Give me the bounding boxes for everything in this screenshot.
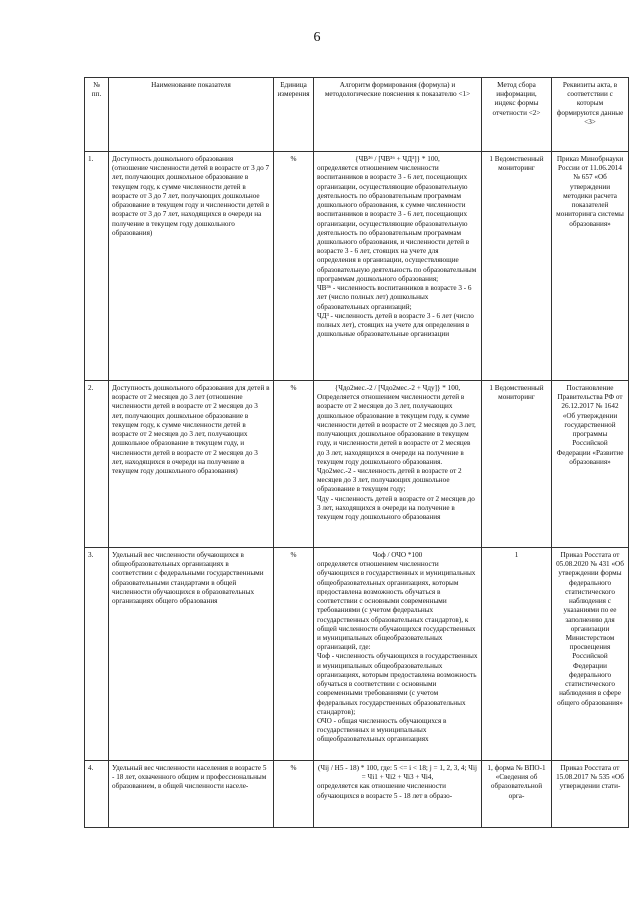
row-method: 1, форма № ВПО-1 «Сведения об образовательной орга-: [482, 761, 552, 828]
row-algorithm: [314, 761, 482, 828]
row-definition: ЧВ³⁶ - численность воспитанников в возрасте 3 - 6 лет (число полных лет) дошкольных образовательных организаций;: [317, 284, 472, 311]
row-algorithm: [314, 152, 482, 381]
row-name: Доступность дошкольного образования (отношение численности детей в возрасте от 3 до 7 лет, получающих дошкольное образование в текущем году, к сумме численности детей в возрасте от 3 до 7 лет, получающих дошкольное образование в текущем году и численности детей в возрасте от 3 до 7 лет, находящихся в очереди на получение в текущем году дошкольного образования): [109, 152, 274, 381]
table-row: [85, 548, 629, 761]
row-formula: {ЧВ³⁶ / [ЧВ³⁶ + ЧД³]} * 100,: [355, 155, 440, 163]
row-num: 1.: [85, 152, 109, 381]
row-formula: (Чij / Н5 - 18) * 100, где: 5 <= i < 18; j = 1, 2, 3, 4; Чij = Чi1 + Чi2 + Чi3 + Чi4,: [318, 764, 477, 782]
row-algorithm-text: определяется как отношение численности обучающихся в возрасте 5 - 18 лет в образо-: [317, 782, 453, 800]
row-formula: {Чдо2мес.-2 / [Чдо2мес.-2 + Чду]} * 100,: [334, 384, 461, 392]
row-unit: %: [274, 761, 314, 828]
table-row: [85, 761, 629, 828]
row-name: Удельный вес численности населения в возрасте 5 - 18 лет, охваченного общим и профессиональным образованием, в общей численности населе-: [109, 761, 274, 828]
row-algorithm-text: определяется отношением численности обучающихся в государственных и муниципальных общеобразовательных организациях, которым предоставлена возможность обучаться в соответствии с основными современными требованиями (с учетом федеральных государственных образовательных стандартов), к общей численности обучающихся государственных и муниципальных общеобразовательных организаций, где:: [317, 560, 476, 652]
row-num: 3.: [85, 548, 109, 761]
row-method: 1 Ведомственный мониторинг: [482, 152, 552, 381]
row-requisites: Приказ Минобрнауки России от 11.06.2014 № 657 «Об утверждении методики расчета показателей мониторинга системы образования»: [552, 152, 629, 381]
header-algorithm: Алгоритм формирования (формула) и методологические пояснения к показателю <1>: [314, 78, 482, 152]
header-requisites: Реквизиты акта, в соответствии с которым формируются данные <3>: [552, 78, 629, 152]
row-name: Удельный вес численности обучающихся в общеобразовательных организациях в соответствии с федеральными государственными образовательными стандартами в общей численности обучающихся в образовательных организациях общего образования: [109, 548, 274, 761]
row-method: 1: [482, 548, 552, 761]
table-row: [85, 152, 629, 381]
row-algorithm: [314, 548, 482, 761]
row-unit: %: [274, 548, 314, 761]
header-name: Наименование показателя: [109, 78, 274, 152]
table-header-row: [85, 78, 629, 152]
header-num: № пп.: [85, 78, 109, 152]
header-unit: Единица измерения: [274, 78, 314, 152]
page-number: 6: [313, 30, 321, 45]
row-definition: ЧД³ - численность детей в возрасте 3 - 6 лет (число полных лет), стоящих на учете для определения в дошкольные образовательные организации: [317, 311, 474, 339]
header-method: Метод сбора информации, индекс формы отчетности <2>: [482, 78, 552, 152]
row-method: 1 Ведомственный мониторинг: [482, 381, 552, 548]
row-name: Доступность дошкольного образования для детей в возрасте от 2 месяцев до 3 лет (отношение численности детей в возрасте от 2 месяцев до 3 лет, получающих дошкольное образование в текущем году, к сумме численности детей в возрасте от 2 месяцев до 3 лет, получающих дошкольное образование в текущем году, и численности детей в возрасте от 2 месяцев до 3 лет, находящихся в очереди на получение в текущем году дошкольного образования): [109, 381, 274, 548]
row-definition: ОЧО - общая численность обучающихся в государственных и муниципальных общеобразовательных организациях: [317, 716, 447, 744]
row-definition: Чоф - численность обучающихся в государственных и муниципальных общеобразовательных организациях, которым предоставлена возможность обучаться в соответствии с основными современными требованиями (с учетом федеральных государственных образовательных стандартов);: [317, 652, 478, 716]
indicators-table: [84, 77, 629, 828]
row-num: 2.: [85, 381, 109, 548]
row-num: 4.: [85, 761, 109, 828]
row-algorithm-text: определяется отношением численности воспитанников в возрасте 3 - 6 лет, посещающих организации, осуществляющие образовательную деятельность по образовательным программам дошкольного образования, к сумме численности воспитанников в возрасте 3 - 6 лет, посещающих организации, осуществляющие образовательную деятельность по образовательным программам дошкольного образования, и численности детей в возрасте 3 - 6 лет, стоящих на учете для определения в организации, осуществляющие образовательную деятельность по образовательным программам дошкольного образования;: [317, 164, 477, 283]
row-unit: %: [274, 381, 314, 548]
row-requisites: Приказ Росстата от 15.08.2017 № 535 «Об утверждении стати-: [552, 761, 629, 828]
row-formula: Чоф / ОЧО *100: [372, 551, 423, 559]
row-algorithm: [314, 381, 482, 548]
row-algorithm-text: Определяется отношением численности детей в возрасте от 2 месяцев до 3 лет, получающих дошкольное образование в текущем году, к сумме численности детей в возрасте от 2 месяцев до 3 лет, получающих дошкольное образование в текущем году, и численности детей в возрасте от 2 месяцев до 3 лет, находящихся в очереди на получение в текущем году дошкольного образования.: [317, 393, 476, 466]
row-unit: %: [274, 152, 314, 381]
row-definition: Чду - численность детей в возрасте от 2 месяцев до 3 лет, находящихся в очереди на получение в текущем году дошкольного образования: [317, 494, 475, 522]
row-requisites: Постановление Правительства РФ от 26.12.2017 № 1642 «Об утверждении государственной программы Российской Федерации «Развитие образования»: [552, 381, 629, 548]
row-definition: Чдо2мес.-2 - численность детей в возрасте от 2 месяцев до 3 лет, получающих дошкольное образование в текущем году;: [317, 466, 462, 494]
row-requisites: Приказ Росстата от 05.08.2020 № 431 «Об утверждении формы федерального статистического наблюдения с указаниями по ее заполнению для организации Министерством просвещения Российской Федерации федерального статистического наблюдения в сфере общего образования»: [552, 548, 629, 761]
table-row: [85, 381, 629, 548]
